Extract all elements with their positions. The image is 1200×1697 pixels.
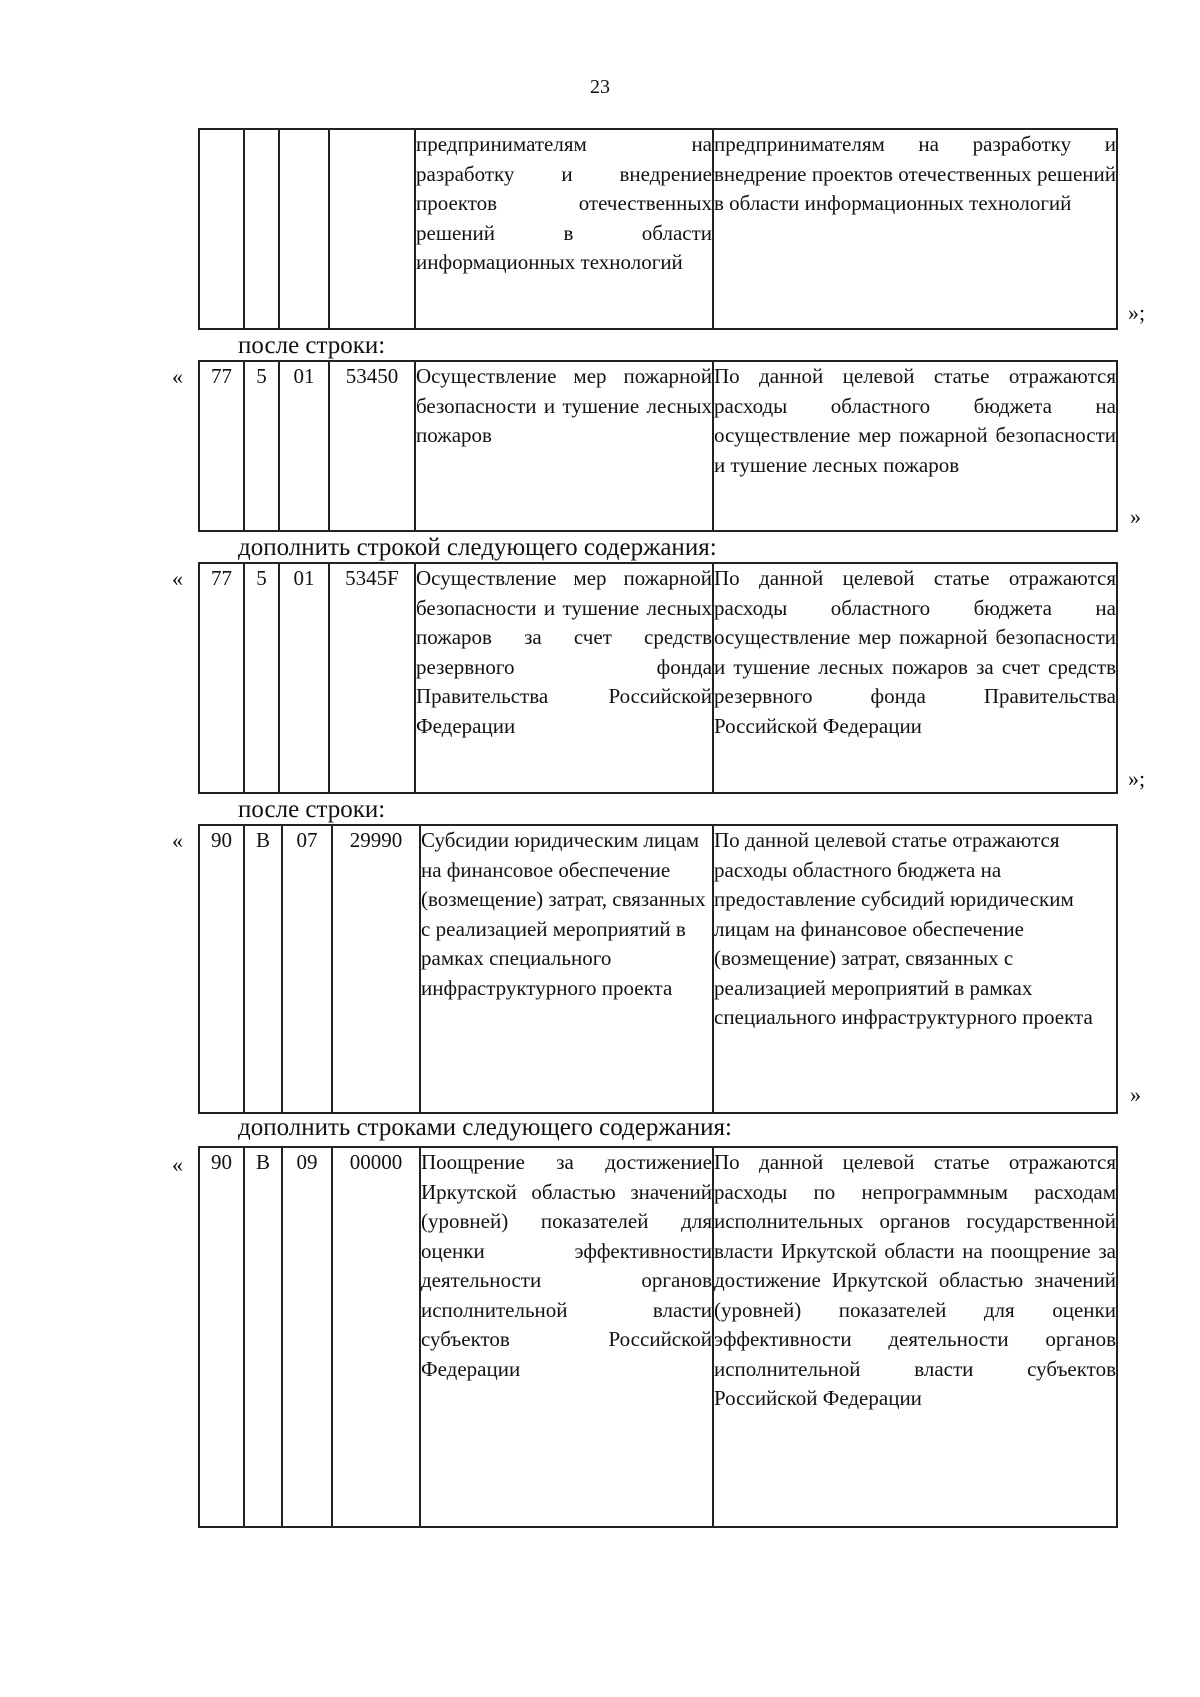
code-subprogram [244, 129, 279, 329]
code-subprogram: В [244, 1147, 282, 1527]
code-program: 90 [199, 825, 244, 1113]
table-row [199, 1147, 1117, 1527]
instruction-add-row: дополнить строкой следующего содержания: [238, 534, 717, 561]
code-event: 01 [279, 361, 329, 531]
table-row [199, 129, 1117, 329]
code-event [279, 129, 329, 329]
instruction-after-row: после строки: [238, 796, 386, 823]
closing-quote: » [1130, 504, 1141, 529]
article-description: По данной целевой статье отражаются расходы по непрограммным расходам исполнительных органов государственной власти Иркутской области на поощрение за достижение Иркутской областью значений (уровней) показателей для оценки эффективности деятельности органов исполнительной власти субъектов Российской Федерации [713, 1147, 1117, 1527]
page-number: 23 [590, 76, 610, 98]
code-direction: 00000 [332, 1147, 420, 1527]
instruction-after-row: после строки: [238, 332, 386, 359]
article-description: По данной целевой статье отражаются расходы областного бюджета на осуществление мер пожарной безопасности и тушение лесных пожаров за счет средств резервного фонда Правительства Российской Федерации [713, 563, 1117, 793]
code-subprogram: 5 [244, 563, 279, 793]
code-event: 07 [282, 825, 332, 1113]
article-name: предпринимателям на разработку и внедрение проектов отечественных решений в области информационных технологий [415, 129, 713, 329]
table-row [199, 361, 1117, 531]
table-row [199, 563, 1117, 793]
opening-quote: « [172, 1152, 183, 1177]
article-name: Осуществление мер пожарной безопасности и тушение лесных пожаров [415, 361, 713, 531]
code-direction: 5345F [329, 563, 415, 793]
article-name: Осуществление мер пожарной безопасности и тушение лесных пожаров за счет средств резервного фонда Правительства Российской Федерации [415, 563, 713, 793]
closing-quote: » [1130, 1082, 1141, 1107]
code-subprogram: В [244, 825, 282, 1113]
budget-table-row-29990 [198, 824, 1118, 1114]
opening-quote: « [172, 364, 183, 389]
code-direction [329, 129, 415, 329]
article-name: Субсидии юридическим лицам на финансовое обеспечение (возмещение) затрат, связанных с реализацией мероприятий в рамках специального инфраструктурного проекта [420, 825, 713, 1113]
article-description: предпринимателям на разработку и внедрение проектов отечественных решений в области информационных технологий [713, 129, 1117, 329]
instruction-add-rows: дополнить строками следующего содержания: [238, 1114, 732, 1141]
code-program: 90 [199, 1147, 244, 1527]
code-program [199, 129, 244, 329]
code-subprogram: 5 [244, 361, 279, 531]
closing-quote: »; [1128, 766, 1146, 791]
code-event: 01 [279, 563, 329, 793]
article-description: По данной целевой статье отражаются расходы областного бюджета на осуществление мер пожарной безопасности и тушение лесных пожаров [713, 361, 1117, 531]
code-program: 77 [199, 361, 244, 531]
code-direction: 53450 [329, 361, 415, 531]
closing-quote: »; [1128, 300, 1146, 325]
article-name: Поощрение за достижение Иркутской областью значений (уровней) показателей для оценки эффективности деятельности органов исполнительной власти субъектов Российской Федерации [420, 1147, 713, 1527]
code-direction: 29990 [332, 825, 420, 1113]
table-row [199, 825, 1117, 1113]
opening-quote: « [172, 828, 183, 853]
budget-table-row-00000 [198, 1146, 1118, 1528]
budget-table-continuation [198, 128, 1118, 330]
budget-table-row-53450 [198, 360, 1118, 532]
code-program: 77 [199, 563, 244, 793]
budget-table-row-5345F [198, 562, 1118, 794]
code-event: 09 [282, 1147, 332, 1527]
opening-quote: « [172, 566, 183, 591]
article-description: По данной целевой статье отражаются расходы областного бюджета на предоставление субсидий юридическим лицам на финансовое обеспечение (возмещение) затрат, связанных с реализацией мероприятий в рамках специального инфраструктурного проекта [713, 825, 1117, 1113]
